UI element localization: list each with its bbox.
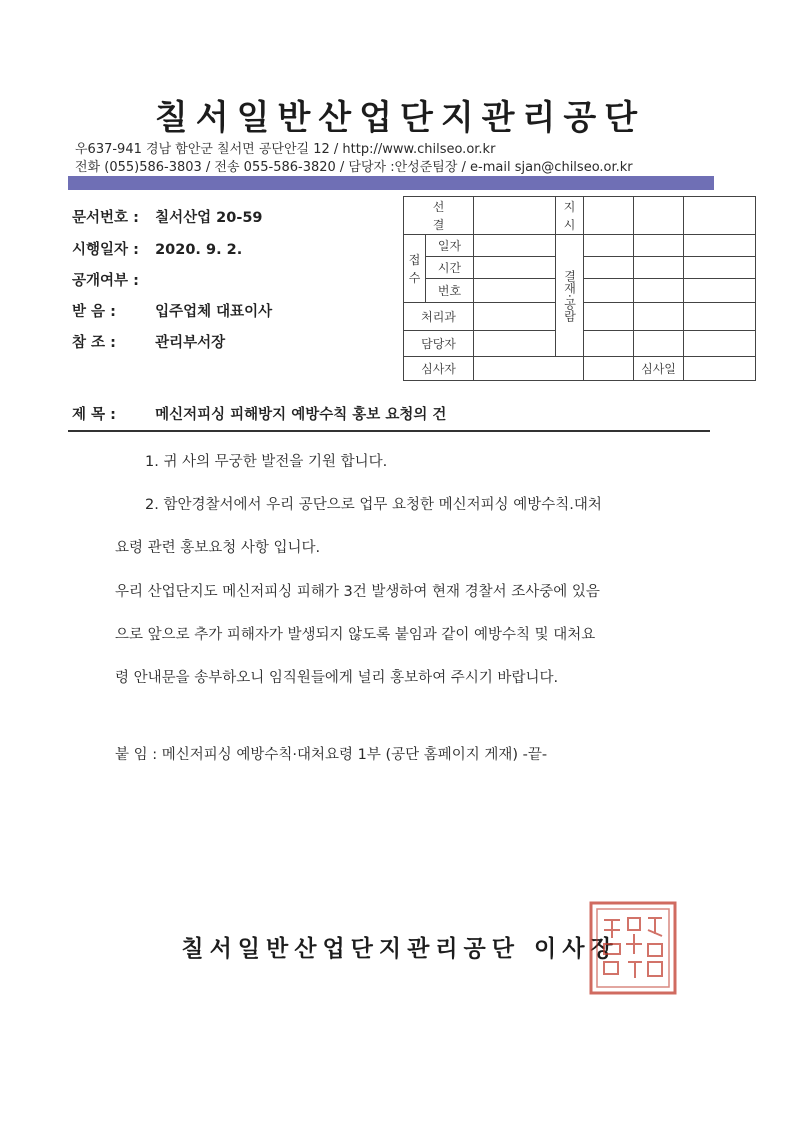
- body-paragraph-1: 1. 귀 사의 무궁한 발전을 기원 합니다.: [145, 454, 388, 470]
- receipt-date-label: 일자: [426, 235, 474, 257]
- recipient-value: 입주업체 대표이사: [155, 304, 273, 320]
- gyeoljae-cell: 결재·공람: [556, 235, 584, 357]
- attachment-line: 붙 임 : 메신저피싱 예방수칙·대처요령 1부 (공단 홈페이지 게재) -끝-: [115, 747, 548, 763]
- doc-number-value: 칠서산업 20-59: [155, 210, 263, 226]
- issue-date-label: 시행일자 :: [72, 242, 139, 258]
- reference-label: 참 조 :: [72, 335, 116, 351]
- reference: [72, 331, 225, 352]
- subject: [72, 403, 446, 424]
- subject-label: 제 목 :: [72, 407, 116, 423]
- approval-table: [403, 196, 756, 381]
- subject-rule: [68, 430, 710, 432]
- reference-value: 관리부서장: [155, 335, 226, 351]
- body-paragraph-3b: 으로 앞으로 추가 피해자가 발생되지 않도록 붙임과 같이 예방수칙 및 대처요: [115, 627, 596, 643]
- org-title: 칠서일반산업단지관리공단: [154, 98, 646, 138]
- address-line: 우637-941 경남 함안군 칠서면 공단안길 12 / http://www.chilseo.or.kr: [75, 142, 496, 157]
- contact-line: 전화 (055)586-3803 / 전송 055-586-3820 / 담당자 :안성준팀장 / e-mail sjan@chilseo.or.kr: [75, 160, 633, 175]
- signature: 칠서일반산업단지관리공단 이사장: [181, 936, 619, 962]
- dept-label: 처리과: [404, 303, 474, 331]
- subject-value: 메신저피싱 피해방지 예방수칙 홍보 요청의 건: [155, 407, 447, 423]
- doc-number-label: 문서번호 :: [72, 210, 139, 226]
- issue-date-value: 2020. 9. 2.: [155, 242, 243, 258]
- body-paragraph-2b: 요령 관련 홍보요청 사항 입니다.: [115, 540, 321, 556]
- recipient-label: 받 음 :: [72, 304, 116, 320]
- header-band: [68, 176, 714, 190]
- receipt-time-label: 시간: [426, 257, 474, 279]
- seongyeol-entry: [474, 197, 556, 235]
- disclosure: [72, 269, 150, 290]
- person-label: 담당자: [404, 331, 474, 357]
- reviewer-label: 심사자: [404, 357, 474, 381]
- official-seal-icon: [588, 900, 678, 996]
- jeopsu-cell: 접 수: [404, 235, 426, 303]
- recipient: [72, 300, 272, 321]
- jisi-cell: 지 시: [556, 197, 584, 235]
- doc-number: [72, 206, 263, 227]
- body-paragraph-3a: 우리 산업단지도 메신저피싱 피해가 3건 발생하여 현재 경찰서 조사중에 있음: [115, 584, 600, 600]
- review-date-label: 심사일: [634, 357, 684, 381]
- issue-date: [72, 238, 242, 259]
- jisi-entry: [584, 197, 634, 235]
- seongyeol-cell: 선 결: [404, 197, 474, 235]
- body-paragraph-2a: 2. 함안경찰서에서 우리 공단으로 업무 요청한 메신저피싱 예방수칙.대처: [145, 497, 602, 513]
- body-paragraph-3c: 령 안내문을 송부하오니 임직원들에게 널리 홍보하여 주시기 바랍니다.: [115, 670, 559, 686]
- receipt-number-label: 번호: [426, 279, 474, 303]
- disclosure-label: 공개여부 :: [72, 273, 139, 289]
